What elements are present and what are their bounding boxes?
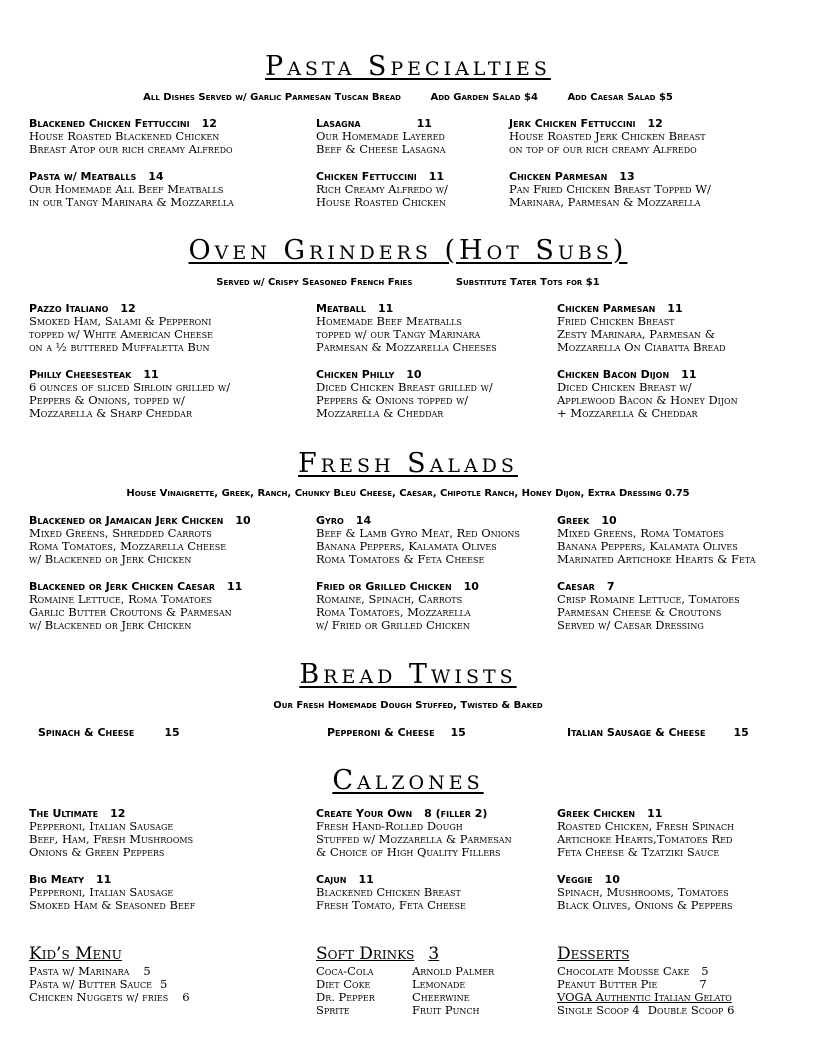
item-price: 11: [358, 873, 374, 886]
item-desc: Pan Fried Chicken Breast Topped W/: [509, 182, 711, 196]
item-desc: Beef, Ham, Fresh Mushrooms: [29, 832, 194, 846]
item-desc: Diced Chicken Breast w/: [557, 380, 692, 394]
item-desc: Beef & Cheese Lasagna: [316, 142, 446, 156]
item-name: Pazzo Italiano: [29, 302, 109, 315]
item-desc: on top of our rich creamy Alfredo: [509, 142, 697, 156]
menu-item: [29, 368, 230, 420]
item-price: 10: [463, 580, 479, 593]
gelato-double: Double Scoop 6: [647, 1003, 735, 1017]
item-desc: Our Homemade All Beef Meatballs: [29, 182, 224, 196]
item-desc: Homemade Beef Meatballs: [316, 314, 462, 328]
desserts-title: Desserts: [557, 944, 630, 964]
menu-item: [316, 368, 493, 420]
menu-item: [557, 302, 726, 354]
item-price: 5: [159, 977, 168, 991]
item-price: 8 (filler 2): [424, 807, 488, 820]
item-desc: Mozzarella On Ciabatta Bread: [557, 340, 726, 354]
item-name: Pasta w/ Meatballs: [29, 170, 137, 183]
item-desc: on a ½ buttered Muffaletta Bun: [29, 340, 210, 354]
item-price: 14: [355, 514, 372, 527]
drink-item: Fruit Punch: [412, 1003, 480, 1017]
item-name: Big Meaty: [29, 873, 84, 886]
item-name: Gyro: [316, 514, 344, 527]
item-desc: topped w/ our Tangy Marinara: [316, 327, 481, 341]
item-desc: w/ Blackened or Jerk Chicken: [29, 618, 192, 632]
item-desc: Pepperoni, Italian Sausage: [29, 885, 174, 899]
drink-item: Diet Coke: [316, 977, 371, 991]
item-desc: Roma Tomatoes, Mozzarella: [316, 605, 471, 619]
item-desc: Our Homemade Layered: [316, 129, 445, 143]
item-price: 12: [201, 117, 217, 130]
item-desc: w/ Fried or Grilled Chicken: [316, 618, 470, 632]
item-name: Blackened or Jamaican Jerk Chicken: [29, 514, 224, 527]
item-name: Chicken Fettuccini: [316, 170, 417, 183]
item-desc: Marinara, Parmesan & Mozzarella: [509, 195, 701, 209]
item-desc: Fresh Hand-Rolled Dough: [316, 819, 463, 833]
item-desc: House Roasted Blackened Chicken: [29, 129, 220, 143]
item-price: 11: [227, 580, 243, 593]
item-desc: Artichoke Hearts,Tomatoes Red: [557, 832, 733, 846]
item-desc: Roasted Chicken, Fresh Spinach: [557, 819, 735, 833]
item-price: 11: [647, 807, 663, 820]
calzones-section-title: Calzones: [332, 765, 484, 796]
item-name: Philly Cheesesteak: [29, 368, 132, 381]
item-desc: Zesty Marinara, Parmesan &: [557, 327, 715, 341]
item-desc: Banana Peppers, Kalamata Olives: [316, 539, 497, 553]
menu-item: [509, 170, 711, 209]
item-price: 10: [604, 873, 620, 886]
menu-item: [316, 302, 497, 354]
item-name: Greek Chicken: [557, 807, 636, 820]
item-desc: Applewood Bacon & Honey Dijon: [557, 393, 738, 407]
item-desc: Blackened Chicken Breast: [316, 885, 461, 899]
item-price: 11: [96, 873, 112, 886]
item-price: 15: [733, 726, 749, 739]
menu-item: [29, 807, 193, 859]
pasta-sub-caesar: Add Caesar Salad $5: [567, 92, 673, 103]
item-desc: Fresh Tomato, Feta Cheese: [316, 898, 466, 912]
menu-item: [509, 117, 706, 156]
menu-item: [316, 807, 512, 859]
menu-item: [316, 170, 448, 209]
item-desc: Beef & Lamb Gyro Meat, Red Onions: [316, 526, 520, 540]
drink-item: Coca-Cola: [316, 964, 374, 978]
item-desc: House Roasted Chicken: [316, 195, 446, 209]
menu-item: [29, 117, 233, 156]
item-desc: + Mozzarella & Cheddar: [557, 406, 698, 420]
item-price: 7: [606, 580, 615, 593]
item-desc: topped w/ White American Cheese: [29, 327, 213, 341]
item-name: Caesar: [557, 580, 595, 593]
item-desc: Fried Chicken Breast: [557, 314, 675, 328]
menu-item: [557, 368, 738, 420]
item-name: Blackened or Jerk Chicken Caesar: [29, 580, 216, 593]
menu-item: [316, 580, 479, 632]
menu-item: [316, 514, 520, 566]
item-price: 5: [701, 964, 709, 978]
menu-item: [557, 514, 756, 566]
item-name: Blackened Chicken Fettuccini: [29, 117, 190, 130]
item-desc: Romaine Lettuce, Roma Tomatoes: [29, 592, 212, 606]
item-name: Chicken Nuggets w/ fries: [29, 990, 169, 1004]
item-name: Fried or Grilled Chicken: [316, 580, 452, 593]
item-desc: w/ Blackened or Jerk Chicken: [29, 552, 192, 566]
salads-subtitle: House Vinaigrette, Greek, Ranch, Chunky Bleu Cheese, Caesar, Chipotle Ranch, Honey Dijon, Extra Dressing 0.75: [126, 488, 690, 499]
item-name: The Ultimate: [29, 807, 99, 820]
item-name: Create Your Own: [316, 807, 413, 820]
item-name: Chicken Bacon Dijon: [557, 368, 670, 381]
item-name: Chicken Parmesan: [509, 170, 608, 183]
item-price: 12: [110, 807, 126, 820]
item-price: 14: [148, 170, 164, 183]
item-desc: Breast Atop our rich creamy Alfredo: [29, 142, 233, 156]
drink-item: Arnold Palmer: [412, 964, 495, 978]
item-name: Pasta w/ Marinara: [29, 964, 130, 978]
item-desc: Onions & Green Peppers: [29, 845, 165, 859]
item-name: Veggie: [557, 873, 593, 886]
item-name: Pasta w/ Butter Sauce: [29, 977, 152, 991]
item-desc: Roma Tomatoes, Mozzarella Cheese: [29, 539, 227, 553]
item-price: 11: [428, 170, 445, 183]
item-price: 6: [182, 990, 190, 1004]
item-desc: Mozzarella & Sharp Cheddar: [29, 406, 192, 420]
drink-item: Lemonade: [412, 977, 466, 991]
item-desc: Diced Chicken Breast grilled w/: [316, 380, 493, 394]
item-desc: Smoked Ham & Seasoned Beef: [29, 898, 196, 912]
grinders-sub-fries: Served w/ Crispy Seasoned French Fries: [216, 277, 413, 288]
item-desc: Rich Creamy Alfredo w/: [316, 182, 448, 196]
item-desc: 6 ounces of sliced Sirloin grilled w/: [29, 380, 231, 394]
salads-section-title: Fresh Salads: [298, 448, 518, 479]
item-desc: Peppers & Onions, topped w/: [29, 393, 185, 407]
item-desc: Parmesan & Mozzarella Cheeses: [316, 340, 497, 354]
twists-section-title: Bread Twists: [299, 659, 517, 690]
pasta-sub-bread: All Dishes Served w/ Garlic Parmesan Tuscan Bread: [143, 92, 401, 103]
item-desc: Marinated Artichoke Hearts & Feta: [557, 552, 756, 566]
item-price: 7: [699, 977, 707, 991]
item-desc: Feta Cheese & Tzatziki Sauce: [557, 845, 720, 859]
drink-item: Dr. Pepper: [316, 990, 375, 1004]
item-desc: in our Tangy Marinara & Mozzarella: [29, 195, 234, 209]
item-name: Lasagna: [316, 117, 361, 130]
gelato-single: Single Scoop 4: [557, 1003, 640, 1017]
twist-item: [567, 726, 749, 739]
pasta-subtitle: [0, 92, 816, 104]
item-price: 12: [647, 117, 663, 130]
item-price: 15: [450, 726, 466, 739]
item-name: Chicken Philly: [316, 368, 395, 381]
item-desc: House Roasted Jerk Chicken Breast: [509, 129, 706, 143]
item-name: Peanut Butter Pie: [557, 977, 658, 991]
item-price: 11: [143, 368, 159, 381]
item-price: 11: [416, 117, 432, 130]
item-desc: Served w/ Caesar Dressing: [557, 618, 704, 632]
item-desc: Crisp Romaine Lettuce, Tomatoes: [557, 592, 740, 606]
item-desc: Mixed Greens, Shredded Carrots: [29, 526, 212, 540]
item-desc: Smoked Ham, Salami & Pepperoni: [29, 314, 212, 328]
item-desc: Garlic Butter Croutons & Parmesan: [29, 605, 232, 619]
menu-item: [29, 170, 234, 209]
menu-item: [557, 807, 734, 859]
drink-item: Cheerwine: [412, 990, 470, 1004]
menu-item: [316, 873, 466, 912]
pasta-sub-garden: Add Garden Salad $4: [430, 92, 538, 103]
soft-drinks-price: 3: [428, 944, 440, 964]
twists-subtitle: Our Fresh Homemade Dough Stuffed, Twisted & Baked: [273, 700, 543, 711]
item-price: 10: [235, 514, 251, 527]
menu-item: [29, 302, 213, 354]
item-desc: & Choice of High Quality Fillers: [316, 845, 501, 859]
item-desc: Mixed Greens, Roma Tomatoes: [557, 526, 725, 540]
twist-item: [327, 726, 466, 739]
menu-item: [29, 580, 242, 632]
item-desc: Romaine, Spinach, Carrots: [316, 592, 463, 606]
kids-menu-title: Kid’s Menu: [29, 944, 122, 964]
item-price: 11: [681, 368, 697, 381]
item-name: Cajun: [316, 873, 347, 886]
item-name: Greek: [557, 514, 590, 527]
soft-drinks-title: [316, 945, 439, 964]
item-desc: Banana Peppers, Kalamata Olives: [557, 539, 738, 553]
item-price: 11: [377, 302, 394, 315]
item-name: Spinach & Cheese: [38, 726, 135, 739]
gelato-title: VOGA Authentic Italian Gelato: [557, 990, 732, 1004]
menu-item: [557, 580, 740, 632]
item-name: Chocolate Mousse Cake: [557, 964, 690, 978]
menu-item: [29, 514, 251, 566]
item-name: Meatball: [316, 302, 366, 315]
kids-row: [29, 991, 190, 1004]
grinders-sub-tots: Substitute Tater Tots for $1: [455, 277, 600, 288]
soft-drinks-label: Soft Drinks: [316, 944, 415, 964]
twist-item: [38, 726, 180, 739]
item-desc: Stuffed w/ Mozzarella & Parmesan: [316, 832, 512, 846]
item-name: Italian Sausage & Cheese: [567, 726, 706, 739]
item-desc: Mozzarella & Cheddar: [316, 406, 444, 420]
item-price: 5: [143, 964, 151, 978]
item-name: Chicken Parmesan: [557, 302, 656, 315]
item-desc: Parmesan Cheese & Croutons: [557, 605, 722, 619]
pasta-section-title: Pasta Specialties: [265, 51, 551, 82]
grinders-section-title: Oven Grinders (Hot Subs): [188, 235, 628, 266]
item-price: 13: [619, 170, 635, 183]
menu-item: [29, 873, 195, 912]
item-price: 12: [120, 302, 136, 315]
item-desc: Peppers & Onions topped w/: [316, 393, 469, 407]
item-price: 15: [164, 726, 180, 739]
item-desc: Spinach, Mushrooms, Tomatoes: [557, 885, 729, 899]
menu-item: [316, 117, 446, 156]
drink-item: Sprite: [316, 1003, 350, 1017]
menu-item: [557, 873, 732, 912]
item-desc: Roma Tomatoes & Feta Cheese: [316, 552, 485, 566]
grinders-subtitle: [0, 277, 816, 289]
item-price: 11: [667, 302, 683, 315]
item-name: Jerk Chicken Fettuccini: [509, 117, 636, 130]
item-desc: Pepperoni, Italian Sausage: [29, 819, 174, 833]
item-price: 10: [406, 368, 422, 381]
item-name: Pepperoni & Cheese: [327, 726, 435, 739]
item-desc: Black Olives, Onions & Peppers: [557, 898, 733, 912]
gelato-row: [557, 1004, 734, 1017]
item-price: 10: [601, 514, 617, 527]
